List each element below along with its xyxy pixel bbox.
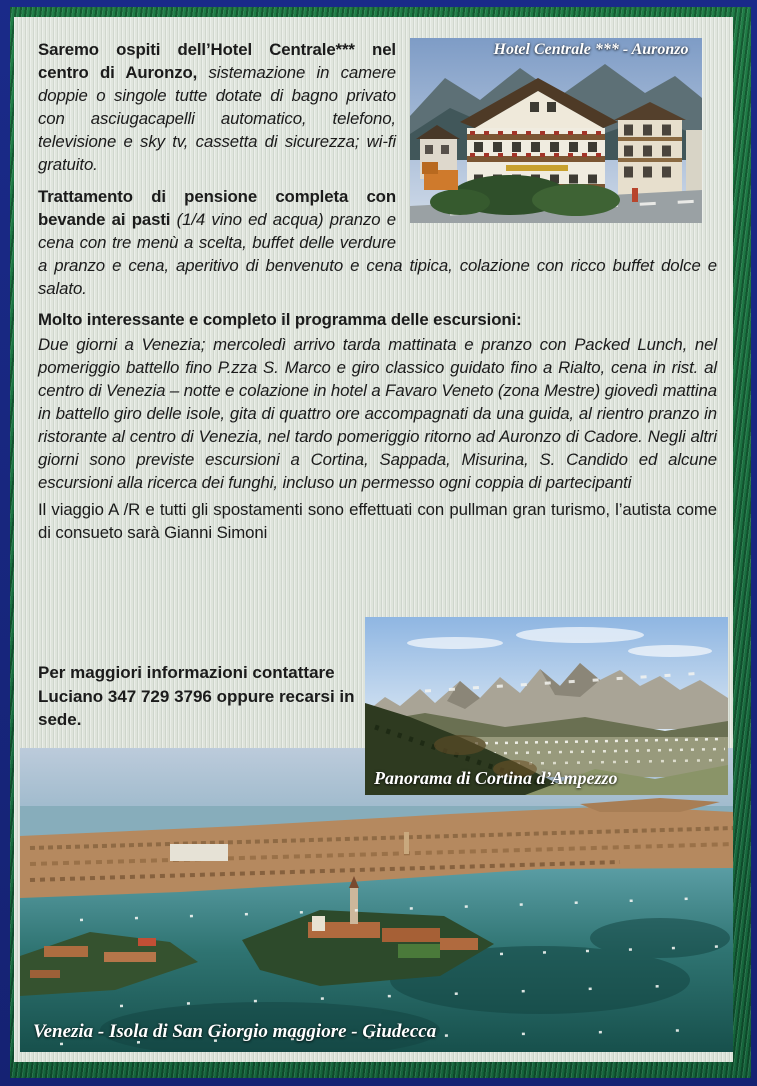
- board-lead-bold: Trattamento di pensione completa con bevande ai pasti: [38, 187, 396, 229]
- cortina-photo-caption: Panorama di Cortina d’Ampezzo: [374, 768, 618, 788]
- hotel-photo-caption: Hotel Centrale *** - Auronzo: [493, 41, 689, 58]
- hotel-photo-illustration: [410, 38, 702, 223]
- flyer-text-column: [14, 17, 733, 544]
- excursions-paragraph: Due giorni a Venezia; mercoledì arrivo tarda mattinata e pranzo con Packed Lunch, nel pomeriggio battello fino P.zza S. Marco e giro classico guidato fino a Rialto, cena in rist. al centro di Venezia – notte e colazione in hotel a Favaro Veneto (zona Mestre) giovedì mattina in battello giro delle isole, gita di quattro ore accompagnati da una guida, al rientro pranzo in ristorante al centro di Venezia, nel tardo pomeriggio ritorno ad Auronzo di Cadore. Negli altri giorni sono previste escursioni a Cortina, Sappada, Misurina, S. Candido ed alcune escursioni alla ricerca dei funghi, incluso un permesso ogni coppia di partecipanti: [38, 335, 717, 492]
- transport-paragraph: Il viaggio A /R e tutti gli spostamenti sono effettuati con pullman gran turismo, l’autista come di consueto sarà Gianni Simoni: [38, 500, 717, 542]
- venice-photo-caption: Venezia - Isola di San Giorgio maggiore - Giudecca: [33, 1021, 437, 1042]
- cortina-photo: [365, 617, 728, 795]
- excursions-heading: Molto interessante e completo il programma delle escursioni:: [38, 310, 522, 329]
- flyer-paper: [14, 17, 733, 1062]
- board-body-italic: (1/4 vino ed acqua) pranzo e cena con tre menù a scelta, buffet delle verdure a pranzo e cena, aperitivo di benvenuto e cena tipica, colazione con ricco buffet dolce e salato.: [38, 210, 717, 298]
- intro-body-italic: sistemazione in camere doppie o singole tutte dotate di bagno privato con asciugacapelli automatico, telefono, televisione e sky tv, cassetta di sicurezza; wi-fi gratuito.: [38, 63, 397, 174]
- hotel-photo: [410, 38, 702, 223]
- intro-lead-bold: Saremo ospiti dell’Hotel Centrale*** nel centro di Auronzo,: [38, 40, 396, 82]
- contact-info: Per maggiori informazioni contattare Luciano 347 729 3796 oppure recarsi in sede.: [38, 663, 355, 729]
- page-frame-green: [10, 7, 751, 1078]
